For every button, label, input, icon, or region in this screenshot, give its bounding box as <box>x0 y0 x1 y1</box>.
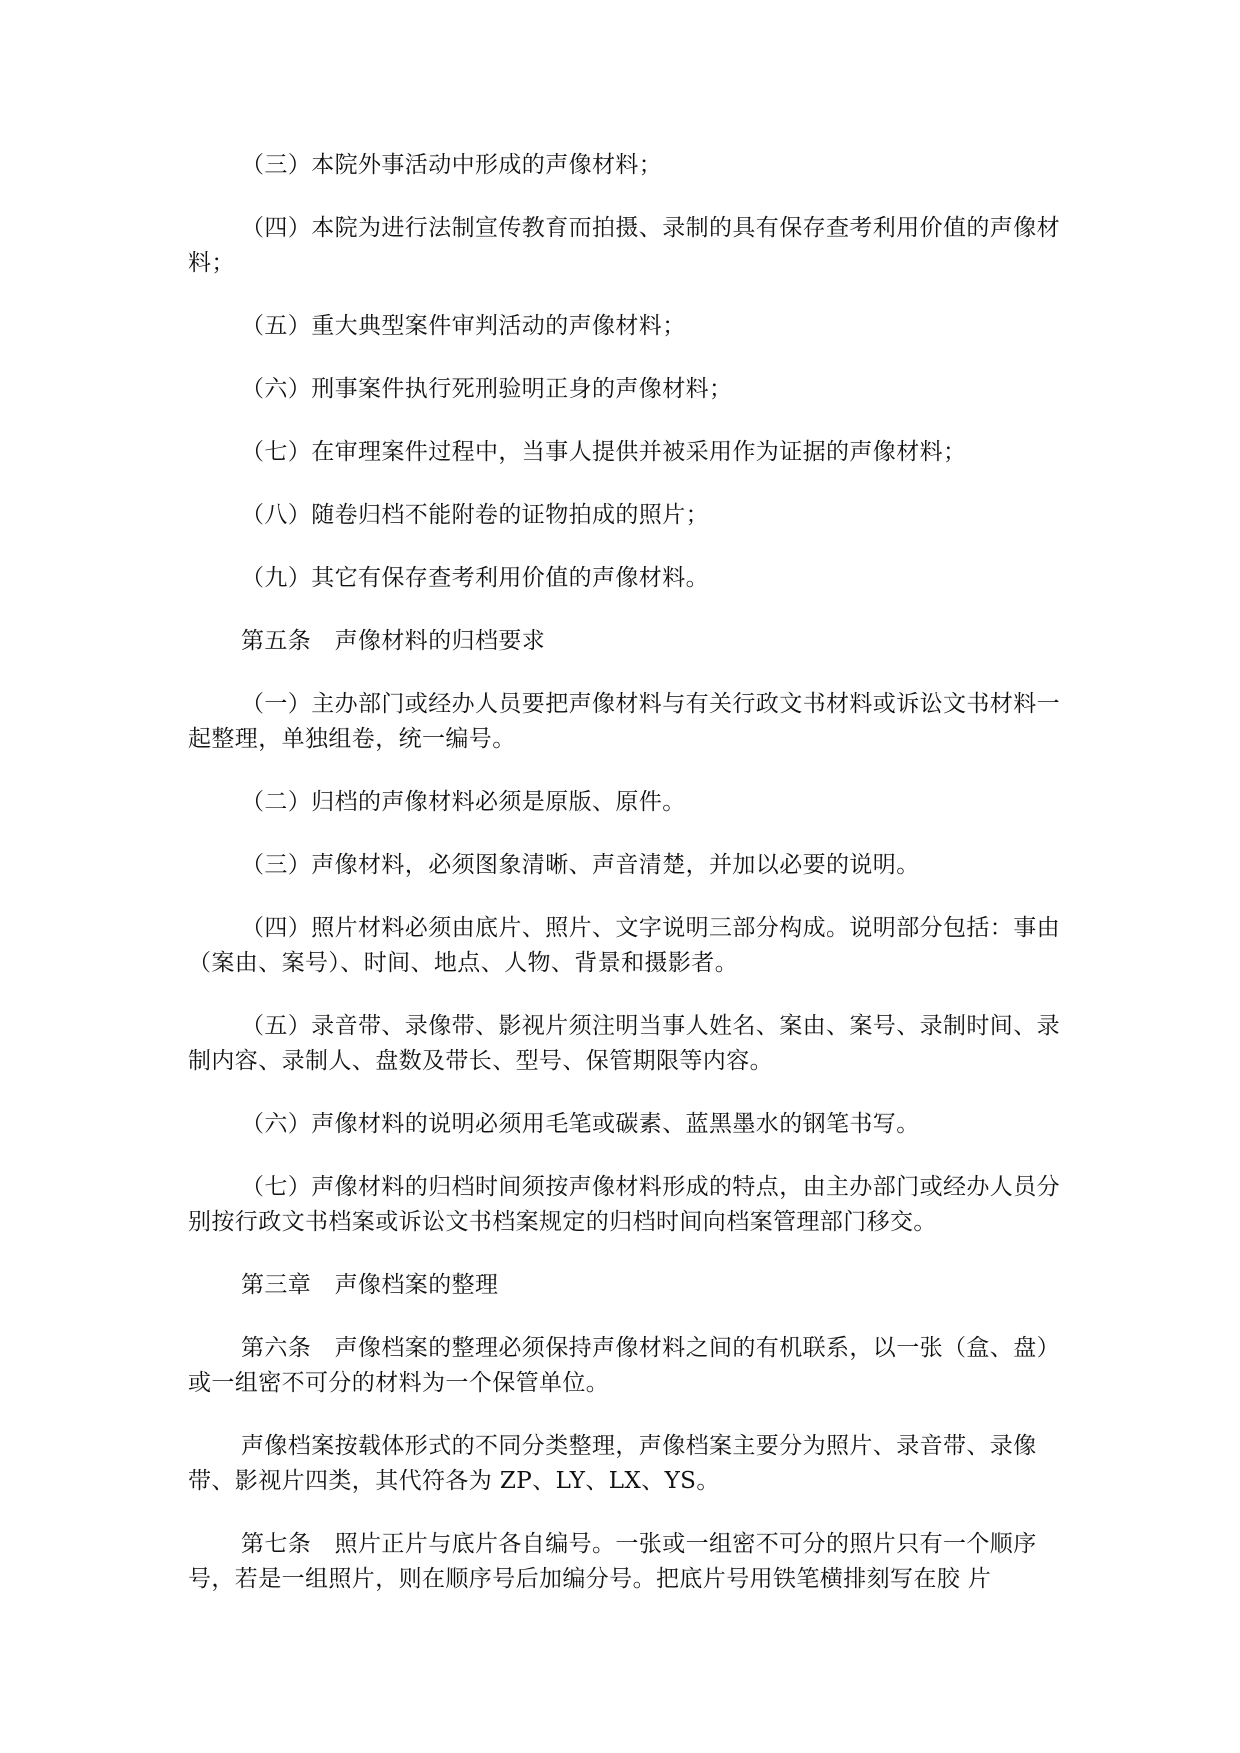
paragraph-item-8: （八）随卷归档不能附卷的证物拍成的照片； <box>241 502 709 528</box>
article-5-item-4: （四）照片材料必须由底片、照片、文字说明三部分构成。说明部分包括：事由（案由、案号）、时间、地点、人物、背景和摄影者。 <box>188 915 1060 976</box>
article-5-item-6: （六）声像材料的说明必须用毛笔或碳素、蓝黑墨水的钢笔书写。 <box>241 1111 920 1137</box>
paragraph-item-7: （七）在审理案件过程中，当事人提供并被采用作为证据的声像材料； <box>241 439 967 465</box>
paragraph-item-5: （五）重大典型案件审判活动的声像材料； <box>241 313 686 339</box>
article-5-item-1: （一）主办部门或经办人员要把声像材料与有关行政文书材料或诉讼文书材料一起整理，单独组卷，统一编号。 <box>188 691 1060 752</box>
article-5-item-2: （二）归档的声像材料必须是原版、原件。 <box>241 789 686 815</box>
article-5-item-7: （七）声像材料的归档时间须按声像材料形成的特点，由主办部门或经办人员分别按行政文书档案或诉讼文书档案规定的归档时间向档案管理部门移交。 <box>188 1174 1060 1235</box>
article-5-item-5: （五）录音带、录像带、影视片须注明当事人姓名、案由、案号、录制时间、录制内容、录制人、盘数及带长、型号、保管期限等内容。 <box>188 1013 1060 1074</box>
paragraph-item-4: （四）本院为进行法制宣传教育而拍摄、录制的具有保存查考利用价值的声像材料； <box>188 215 1060 276</box>
chapter-3-heading: 第三章 声像档案的整理 <box>241 1272 499 1298</box>
article-6-text: 第六条 声像档案的整理必须保持声像材料之间的有机联系，以一张（盒、盘）或一组密不可分的材料为一个保管单位。 <box>188 1335 1060 1396</box>
document-body <box>188 148 1060 1625</box>
article-6-classification: 声像档案按载体形式的不同分类整理，声像档案主要分为照片、录音带、录像带、影视片四类，其代符各为 ZP、LY、LX、YS。 <box>188 1433 1037 1494</box>
paragraph-item-6: （六）刑事案件执行死刑验明正身的声像材料； <box>241 376 733 402</box>
article-7-text: 第七条 照片正片与底片各自编号。一张或一组密不可分的照片只有一个顺序号，若是一组照片，则在顺序号后加编分号。把底片号用铁笔横排刻写在胶 片 <box>188 1531 1037 1592</box>
article-5-heading: 第五条 声像材料的归档要求 <box>241 628 546 654</box>
paragraph-item-3: （三）本院外事活动中形成的声像材料； <box>241 152 663 178</box>
article-5-item-3: （三）声像材料，必须图象清晰、声音清楚，并加以必要的说明。 <box>241 852 920 878</box>
paragraph-item-9: （九）其它有保存查考利用价值的声像材料。 <box>241 565 709 591</box>
